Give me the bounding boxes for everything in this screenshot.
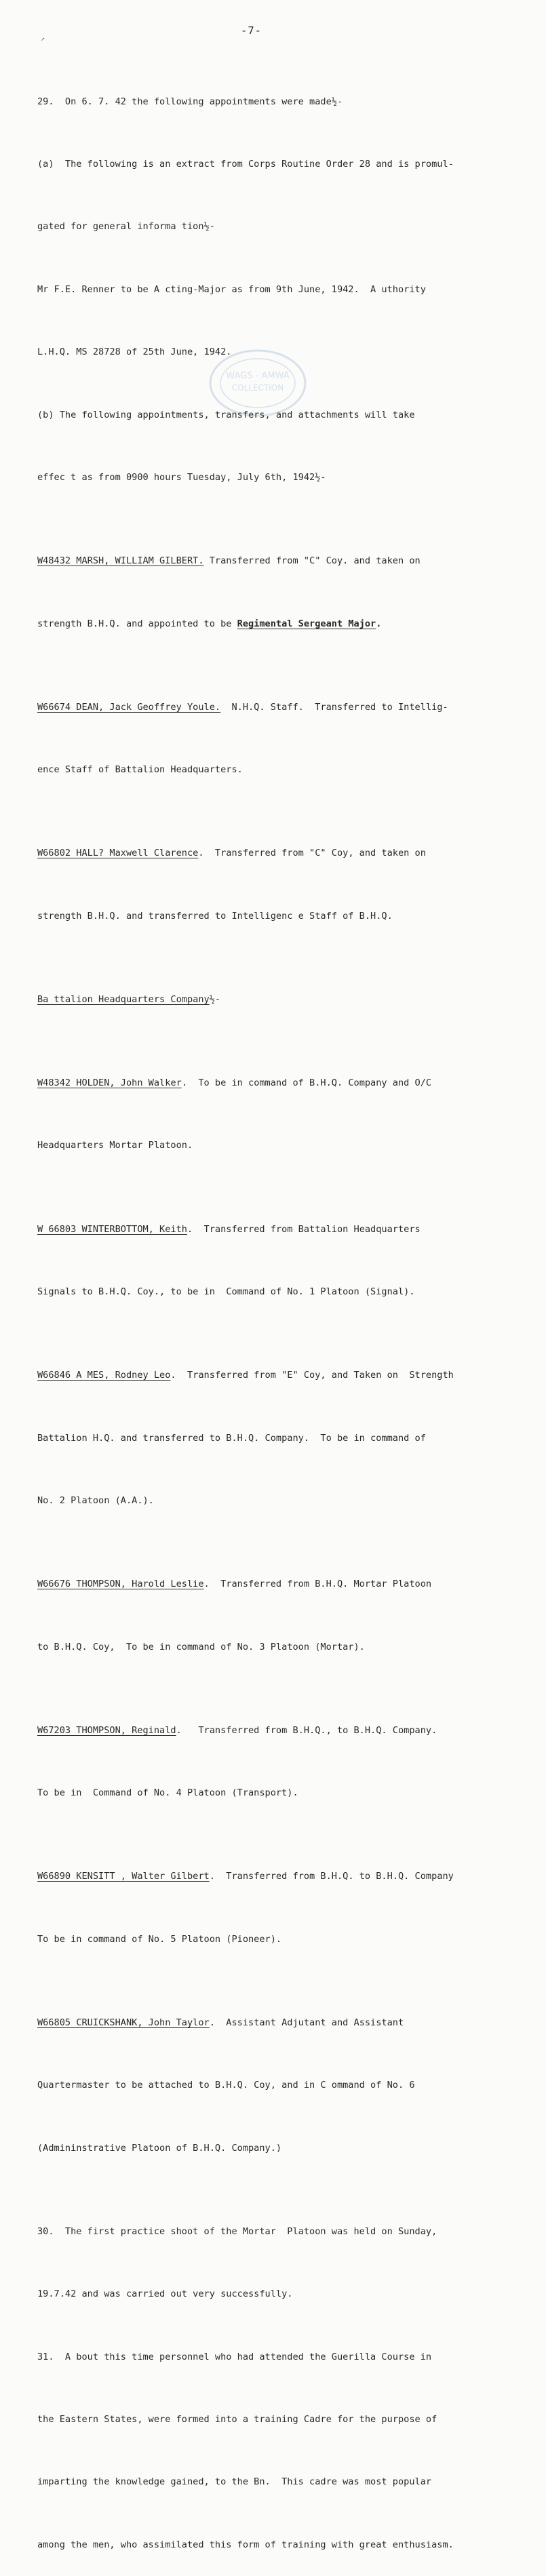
para-30-line-1: 30. The first practice shoot of the Mortar Platoon was held on Sunday, [37, 2225, 437, 2237]
entry-ames-name: W66846 A MES, Rodney Leo [37, 1370, 171, 1381]
pencil-mark: ↗ [41, 35, 45, 43]
entry-thompson-r-line-1 [37, 1720, 512, 1741]
entry-hall-name: W66802 HALL? Maxwell Clarence [37, 848, 199, 859]
svg-text:WAGS - AMWA: WAGS - AMWA [226, 371, 290, 381]
entry-dean-text: N.H.Q. Staff. Transferred to Intellig- [220, 701, 448, 713]
entry-kensitt-text: . Transferred from B.H.Q. to B.H.Q. Company [209, 1871, 454, 1882]
entry-thompson-h-text: . Transferred from B.H.Q. Mortar Platoon [203, 1579, 432, 1590]
para-b-line-2: effec t as from 0900 hours Tuesday, July 6th, 1942½- [37, 471, 326, 483]
entry-thompson-r-text: . Transferred from B.H.Q., to B.H.Q. Company. [176, 1724, 437, 1736]
para-a-line-1: (a) The following is an extract from Corps Routine Order 28 and is promul- [37, 158, 454, 170]
para-30-line-2: 19.7.42 and was carried out very successfully. [37, 2288, 293, 2300]
entry-cruickshank-text: . Assistant Adjutant and Assistant [209, 2017, 404, 2028]
entry-ames-line-3: No. 2 Platoon (A.A.). [37, 1494, 154, 1506]
svg-text:COLLECTION: COLLECTION [231, 383, 284, 393]
entry-marsh-text-2a: strength B.H.Q. and appointed to be [37, 618, 237, 629]
entry-hall-text: . Transferred from "C" Coy, and taken on [198, 848, 426, 859]
company-heading-suffix: ½- [209, 993, 221, 1005]
entry-kensitt-name: W66890 KENSITT , Walter Gilbert [37, 1871, 210, 1882]
entry-winterbottom-line-1 [37, 1219, 512, 1240]
para-a-line-2: gated for general informa tion½- [37, 221, 215, 233]
entry-hall-line-1 [37, 843, 512, 864]
entry-thompson-h-name: W66676 THOMPSON, Harold Leslie [37, 1579, 204, 1590]
entry-cruickshank-line-1 [37, 2013, 512, 2034]
entry-winterbottom-text: . Transferred from Battalion Headquarters [187, 1223, 421, 1235]
entry-marsh-rank: Regimental Sergeant Major [237, 618, 376, 629]
entry-dean-name: W66674 DEAN, Jack Geoffrey Youle. [37, 701, 221, 713]
para-b-line-1: (b) The following appointments, transfers, and attachments will take [37, 409, 415, 420]
entry-marsh-period: . [376, 618, 382, 629]
entry-dean-line-2: ence Staff of Battalion Headquarters. [37, 764, 243, 776]
entry-kensitt-line-2: To be in command of No. 5 Platoon (Pioneer). [37, 1933, 282, 1945]
entry-holden-name: W48342 HOLDEN, John Walker [37, 1077, 182, 1089]
entry-marsh-text: Transferred from "C" Coy. and taken on [203, 555, 421, 567]
entry-holden-line-2: Headquarters Mortar Platoon. [37, 1140, 193, 1151]
para-31-line-4: among the men, who assimilated this form of training with great enthusiasm. [37, 2539, 454, 2550]
entry-cruickshank-line-3: (Admininstrative Platoon of B.H.Q. Company.) [37, 2142, 282, 2154]
entry-hall-line-2: strength B.H.Q. and transferred to Intelligenc e Staff of B.H.Q. [37, 910, 393, 922]
entry-cruickshank-name: W66805 CRUICKSHANK, John Taylor [37, 2017, 210, 2028]
para-a-line-3: Mr F.E. Renner to be A cting-Major as from 9th June, 1942. A uthority [37, 283, 426, 295]
entry-marsh-line-2 [37, 614, 512, 635]
para-a-line-4: L.H.Q. MS 28728 of 25th June, 1942. [37, 346, 232, 358]
document-body [37, 49, 512, 2576]
entry-kensitt-line-1 [37, 1866, 512, 1887]
entry-dean-line-1 [37, 697, 512, 718]
entry-cruickshank-line-2: Quartermaster to be attached to B.H.Q. Coy, and in C ommand of No. 6 [37, 2080, 415, 2091]
para-29-intro: 29. On 6. 7. 42 the following appointments were made½- [37, 96, 343, 107]
entry-thompson-h-line-2: to B.H.Q. Coy, To be in command of No. 3 Platoon (Mortar). [37, 1641, 365, 1652]
entry-marsh-line-1 [37, 551, 512, 572]
entry-thompson-r-line-2: To be in Command of No. 4 Platoon (Transport). [37, 1787, 298, 1799]
para-31-line-2: the Eastern States, were formed into a training Cadre for the purpose of [37, 2414, 437, 2425]
para-31-line-3: imparting the knowledge gained, to the Bn. This cadre was most popular [37, 2476, 432, 2488]
entry-winterbottom-line-2: Signals to B.H.Q. Coy., to be in Command of No. 1 Platoon (Signal). [37, 1286, 415, 1298]
company-heading: Ba ttalion Headquarters Company [37, 993, 210, 1005]
entry-ames-line-1 [37, 1365, 512, 1386]
entry-ames-text: . Transferred from "E" Coy, and Taken on Strength [170, 1370, 454, 1381]
entry-ames-line-2: Battalion H.Q. and transferred to B.H.Q. Company. To be in command of [37, 1432, 426, 1444]
page-number: -7- [241, 24, 262, 37]
entry-holden-text: . To be in command of B.H.Q. Company and O/C [181, 1077, 432, 1089]
entry-thompson-h-line-1 [37, 1574, 512, 1595]
entry-winterbottom-name: W 66803 WINTERBOTTOM, Keith [37, 1223, 187, 1235]
entry-holden-line-1 [37, 1073, 512, 1094]
entry-thompson-r-name: W67203 THOMPSON, Reginald [37, 1724, 176, 1736]
company-heading-line [37, 989, 512, 1010]
para-31-line-1: 31. A bout this time personnel who had attended the Guerilla Course in [37, 2351, 432, 2362]
entry-marsh-name: W48432 MARSH, WILLIAM GILBERT. [37, 555, 204, 567]
